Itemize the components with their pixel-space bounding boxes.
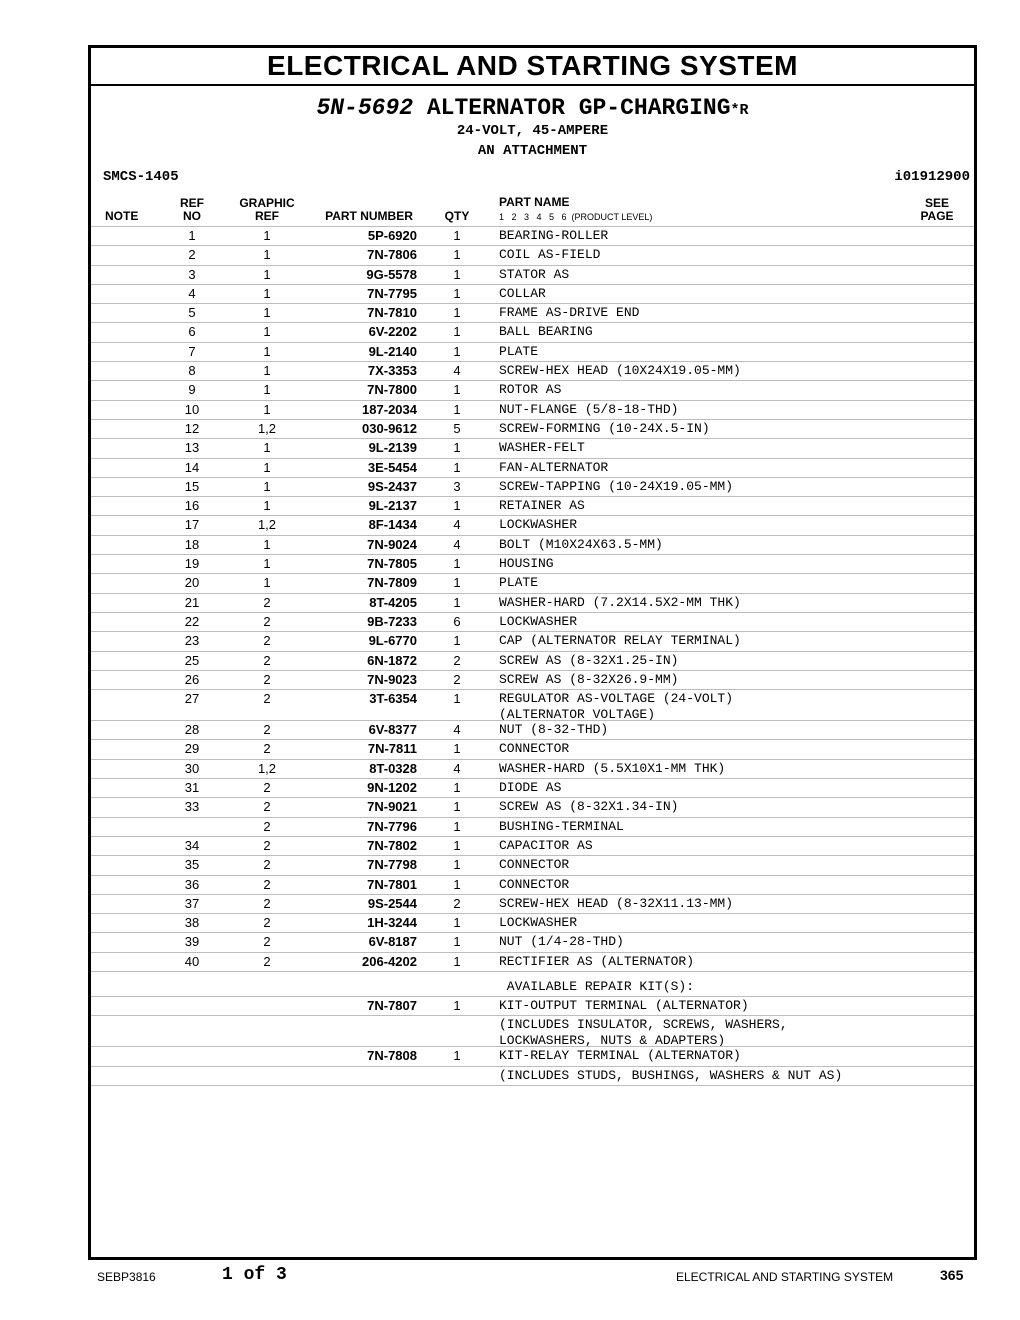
ref-no-cell: 4 xyxy=(188,285,196,301)
ref-no-cell: 30 xyxy=(184,760,200,776)
table-row xyxy=(91,477,974,496)
part-name-cell: CAP (ALTERNATOR RELAY TERMINAL) xyxy=(499,633,741,649)
part-number-cell: 9B-7233 xyxy=(367,613,417,629)
table-row xyxy=(91,573,974,592)
table-row xyxy=(91,855,974,874)
ref-no-cell: 31 xyxy=(184,780,200,796)
part-name-cell: RECTIFIER AS (ALTERNATOR) xyxy=(499,953,695,969)
header-part-name: PART NAME xyxy=(499,195,570,209)
graphic-ref-cell: 1 xyxy=(263,266,271,282)
part-number-cell: 6N-1872 xyxy=(367,652,417,668)
graphic-ref-cell: 1 xyxy=(263,382,271,398)
part-number-cell: 7N-7805 xyxy=(367,556,417,572)
part-number-cell: 9N-1202 xyxy=(367,780,417,796)
ref-no-cell: 40 xyxy=(184,953,200,969)
table-row xyxy=(91,515,974,534)
part-number-cell: 7N-7807 xyxy=(367,997,417,1013)
part-name-cell: REGULATOR AS-VOLTAGE (24-VOLT) (ALTERNATOR VOLTAGE) xyxy=(499,691,734,722)
table-row xyxy=(91,380,974,399)
qty-cell: 1 xyxy=(453,691,461,707)
part-number-cell: 3T-6354 xyxy=(369,691,417,707)
graphic-ref-cell: 1 xyxy=(263,401,271,417)
qty-cell: 2 xyxy=(453,671,461,687)
graphic-ref-cell: 1 xyxy=(263,478,271,494)
part-name-cell: NUT (8-32-THD) xyxy=(499,722,609,738)
qty-cell: 1 xyxy=(453,837,461,853)
header-ref-top: REF xyxy=(180,196,204,210)
part-name-cell: WASHER-FELT xyxy=(499,440,585,456)
part-name-cell: RETAINER AS xyxy=(499,498,585,514)
qty-cell: 1 xyxy=(453,556,461,572)
graphic-ref-cell: 2 xyxy=(263,837,271,853)
part-number-cell: 6V-2202 xyxy=(368,324,417,340)
graphic-ref-cell: 2 xyxy=(263,934,271,950)
table-row xyxy=(91,612,974,631)
qty-cell: 1 xyxy=(453,1048,461,1064)
group-attachment-line: AN ATTACHMENT xyxy=(477,143,588,159)
qty-cell: 1 xyxy=(453,633,461,649)
graphic-ref-cell: 2 xyxy=(263,857,271,873)
ref-no-cell: 37 xyxy=(184,895,200,911)
group-number: 5N-5692 xyxy=(316,95,414,121)
ref-no-cell: 33 xyxy=(184,799,200,815)
part-number-cell: 7N-7800 xyxy=(367,382,417,398)
footer-document-number: SEBP3816 xyxy=(97,1270,156,1284)
part-number-cell: 8T-4205 xyxy=(369,594,417,610)
qty-cell: 1 xyxy=(453,440,461,456)
ref-no-cell: 8 xyxy=(188,363,196,379)
graphic-ref-cell: 1 xyxy=(263,324,271,340)
parts-page-frame xyxy=(88,45,977,1260)
ref-no-cell: 15 xyxy=(184,478,200,494)
part-name-cell: SCREW-TAPPING (10-24X19.05-MM) xyxy=(499,478,734,494)
graphic-ref-cell: 1 xyxy=(263,459,271,475)
qty-cell: 1 xyxy=(453,382,461,398)
part-number-cell: 187-2034 xyxy=(362,401,417,417)
part-number-cell: 9L-2139 xyxy=(368,440,417,456)
table-row xyxy=(91,875,974,894)
part-name-cell: SCREW AS (8-32X26.9-MM) xyxy=(499,671,679,687)
table-row xyxy=(91,593,974,612)
part-number-cell: 7N-7796 xyxy=(367,818,417,834)
part-name-cell: (INCLUDES INSULATOR, SCREWS, WASHERS, LOCKWASHERS, NUTS & ADAPTERS) xyxy=(499,1017,788,1048)
part-name-cell: DIODE AS xyxy=(499,780,562,796)
part-number-cell: 7N-9021 xyxy=(367,799,417,815)
part-name-cell: COLLAR xyxy=(499,285,546,301)
graphic-ref-cell: 2 xyxy=(263,671,271,687)
header-graphic-top: GRAPHIC xyxy=(239,196,295,210)
part-name-cell: CONNECTOR xyxy=(499,857,570,873)
part-number-cell: 7N-7808 xyxy=(367,1048,417,1064)
graphic-ref-cell: 1 xyxy=(263,440,271,456)
table-row xyxy=(91,1046,974,1065)
table-row xyxy=(91,303,974,322)
part-name-cell: SCREW-HEX HEAD (8-32X11.13-MM) xyxy=(499,895,734,911)
part-name-cell: BUSHING-TERMINAL xyxy=(499,818,624,834)
part-number-cell: 3E-5454 xyxy=(367,459,417,475)
part-number-cell: 9S-2437 xyxy=(367,478,417,494)
qty-cell: 1 xyxy=(453,934,461,950)
table-end-rule xyxy=(91,1085,974,1086)
table-row xyxy=(91,1015,974,1046)
graphic-ref-cell: 1 xyxy=(263,228,271,243)
table-row xyxy=(91,817,974,836)
part-name-cell: WASHER-HARD (7.2X14.5X2-MM THK) xyxy=(499,594,741,610)
table-row xyxy=(91,438,974,457)
part-name-cell: BALL BEARING xyxy=(499,324,593,340)
graphic-ref-cell: 1 xyxy=(263,536,271,552)
part-number-cell: 9L-2140 xyxy=(368,343,417,359)
ref-no-cell: 13 xyxy=(184,440,200,456)
part-number-cell: 6V-8377 xyxy=(368,722,417,738)
graphic-ref-cell: 2 xyxy=(263,633,271,649)
graphic-ref-cell: 2 xyxy=(263,876,271,892)
part-number-cell: 7N-7802 xyxy=(367,837,417,853)
footer-page-number: 365 xyxy=(940,1267,964,1283)
part-number-cell: 5P-6920 xyxy=(367,228,417,243)
part-number-cell: 1H-3244 xyxy=(367,915,417,931)
qty-cell: 1 xyxy=(453,324,461,340)
part-number-cell: 7N-7810 xyxy=(367,305,417,321)
part-number-cell: 7N-7811 xyxy=(367,741,417,757)
ref-no-cell: 39 xyxy=(184,934,200,950)
table-row xyxy=(91,670,974,689)
footer-page-of: 1 of 3 xyxy=(222,1265,287,1285)
table-row xyxy=(91,913,974,932)
part-name-cell: CONNECTOR xyxy=(499,741,570,757)
group-suffix: *R xyxy=(730,102,749,119)
graphic-ref-cell: 1 xyxy=(263,363,271,379)
qty-cell: 4 xyxy=(453,517,461,533)
graphic-ref-cell: 2 xyxy=(263,652,271,668)
part-name-cell: FRAME AS-DRIVE END xyxy=(499,305,640,321)
table-row xyxy=(91,361,974,380)
group-name: ALTERNATOR GP-CHARGING xyxy=(426,95,731,121)
part-number-cell: 7N-7809 xyxy=(367,575,417,591)
table-row xyxy=(91,322,974,341)
part-name-cell: SCREW-HEX HEAD (10X24X19.05-MM) xyxy=(499,363,741,379)
part-name-cell: KIT-OUTPUT TERMINAL (ALTERNATOR) xyxy=(499,997,749,1013)
graphic-ref-cell: 2 xyxy=(263,722,271,738)
ref-no-cell: 14 xyxy=(184,459,200,475)
qty-cell: 1 xyxy=(453,266,461,282)
part-name-cell: HOUSING xyxy=(499,556,554,572)
table-row xyxy=(91,996,974,1015)
ref-no-cell: 12 xyxy=(184,420,200,436)
graphic-ref-cell: 2 xyxy=(263,594,271,610)
part-number-cell: 8F-1434 xyxy=(368,517,417,533)
part-name-cell: LOCKWASHER xyxy=(499,517,578,533)
ref-no-cell: 5 xyxy=(188,305,196,321)
graphic-ref-cell: 2 xyxy=(263,915,271,931)
part-name-cell: LOCKWASHER xyxy=(499,915,578,931)
ref-no-cell: 2 xyxy=(188,247,196,263)
table-row xyxy=(91,651,974,670)
part-number-cell: 9L-6770 xyxy=(368,633,417,649)
table-row xyxy=(91,932,974,951)
part-number-cell: 8T-0328 xyxy=(369,760,417,776)
ref-no-cell: 19 xyxy=(184,556,200,572)
qty-cell: 1 xyxy=(453,876,461,892)
qty-cell: 1 xyxy=(453,247,461,263)
ref-no-cell: 7 xyxy=(188,343,196,359)
ref-no-cell: 28 xyxy=(184,722,200,738)
table-row xyxy=(91,689,974,720)
graphic-ref-cell: 1 xyxy=(263,247,271,263)
qty-cell: 1 xyxy=(453,953,461,969)
ref-no-cell: 17 xyxy=(184,517,200,533)
part-number-cell: 9S-2544 xyxy=(367,895,417,911)
graphic-ref-cell: 1 xyxy=(263,556,271,572)
qty-cell: 2 xyxy=(453,895,461,911)
part-name-cell: PLATE xyxy=(499,575,539,591)
qty-cell: 5 xyxy=(453,420,461,436)
part-number-cell: 7N-7798 xyxy=(367,857,417,873)
ref-no-cell: 3 xyxy=(188,266,196,282)
table-row xyxy=(91,778,974,797)
graphic-ref-cell: 2 xyxy=(263,691,271,707)
table-row xyxy=(91,419,974,438)
part-name-cell: PLATE xyxy=(499,343,539,359)
graphic-ref-cell: 2 xyxy=(263,741,271,757)
part-name-cell: ROTOR AS xyxy=(499,382,562,398)
table-row xyxy=(91,1066,974,1085)
graphic-ref-cell: 2 xyxy=(263,953,271,969)
graphic-ref-cell: 1 xyxy=(263,305,271,321)
graphic-ref-cell: 2 xyxy=(263,818,271,834)
table-row xyxy=(91,797,974,816)
part-name-cell: BOLT (M10X24X63.5-MM) xyxy=(499,536,663,552)
qty-cell: 1 xyxy=(453,799,461,815)
part-name-cell: AVAILABLE REPAIR KIT(S): xyxy=(499,978,695,994)
part-name-cell: SCREW AS (8-32X1.34-IN) xyxy=(499,799,679,815)
graphic-ref-cell: 2 xyxy=(263,780,271,796)
part-name-cell: BEARING-ROLLER xyxy=(499,228,609,243)
part-name-cell: CONNECTOR xyxy=(499,876,570,892)
qty-cell: 1 xyxy=(453,305,461,321)
graphic-ref-cell: 1 xyxy=(263,285,271,301)
table-row xyxy=(91,265,974,284)
table-row xyxy=(91,400,974,419)
table-row xyxy=(91,226,974,245)
qty-cell: 1 xyxy=(453,915,461,931)
part-number-cell: 7X-3353 xyxy=(367,363,417,379)
qty-cell: 1 xyxy=(453,228,461,243)
qty-cell: 4 xyxy=(453,760,461,776)
table-row xyxy=(91,535,974,554)
ref-no-cell: 36 xyxy=(184,876,200,892)
graphic-ref-cell: 1 xyxy=(263,498,271,514)
part-name-cell: FAN-ALTERNATOR xyxy=(499,459,609,475)
qty-cell: 1 xyxy=(453,575,461,591)
part-name-cell: STATOR AS xyxy=(499,266,570,282)
group-title xyxy=(91,94,974,125)
part-name-cell: KIT-RELAY TERMINAL (ALTERNATOR) xyxy=(499,1048,741,1064)
table-row xyxy=(91,245,974,264)
part-name-cell: LOCKWASHER xyxy=(499,613,578,629)
table-row xyxy=(91,554,974,573)
qty-cell: 2 xyxy=(453,652,461,668)
qty-cell: 1 xyxy=(453,285,461,301)
graphic-ref-cell: 2 xyxy=(263,895,271,911)
qty-cell: 1 xyxy=(453,459,461,475)
header-part-number: PART NUMBER xyxy=(325,209,413,223)
part-name-cell: NUT (1/4-28-THD) xyxy=(499,934,624,950)
ref-no-cell: 10 xyxy=(184,401,200,417)
table-row xyxy=(91,284,974,303)
qty-cell: 1 xyxy=(453,498,461,514)
qty-cell: 4 xyxy=(453,363,461,379)
header-product-level: 1 2 3 4 5 6 (PRODUCT LEVEL) xyxy=(499,212,653,222)
ref-no-cell: 25 xyxy=(184,652,200,668)
ref-no-cell: 20 xyxy=(184,575,200,591)
part-name-cell: NUT-FLANGE (5/8-18-THD) xyxy=(499,401,679,417)
part-number-cell: 206-4202 xyxy=(362,953,417,969)
part-name-cell: WASHER-HARD (5.5X10X1-MM THK) xyxy=(499,760,726,776)
table-row xyxy=(91,894,974,913)
header-note: NOTE xyxy=(105,209,139,223)
table-row xyxy=(91,458,974,477)
qty-cell: 1 xyxy=(453,818,461,834)
table-row xyxy=(91,952,974,971)
graphic-ref-cell: 2 xyxy=(263,613,271,629)
ref-no-cell: 34 xyxy=(184,837,200,853)
qty-cell: 1 xyxy=(453,594,461,610)
part-name-cell: COIL AS-FIELD xyxy=(499,247,601,263)
header-ref-bottom: NO xyxy=(183,209,201,223)
section-title: ELECTRICAL AND STARTING SYSTEM xyxy=(91,48,974,86)
table-row xyxy=(91,496,974,515)
header-graphic-bottom: REF xyxy=(255,209,279,223)
graphic-ref-cell: 1,2 xyxy=(257,760,277,776)
part-name-cell: (INCLUDES STUDS, BUSHINGS, WASHERS & NUT AS) xyxy=(499,1067,843,1083)
ref-no-cell: 38 xyxy=(184,915,200,931)
qty-cell: 1 xyxy=(453,997,461,1013)
header-see-bottom: PAGE xyxy=(920,209,954,223)
header-qty: QTY xyxy=(444,209,470,223)
ref-no-cell: 29 xyxy=(184,741,200,757)
part-number-cell: 7N-7806 xyxy=(367,247,417,263)
ref-no-cell: 35 xyxy=(184,857,200,873)
qty-cell: 1 xyxy=(453,343,461,359)
part-number-cell: 7N-9024 xyxy=(367,536,417,552)
part-number-cell: 7N-7801 xyxy=(367,876,417,892)
table-row xyxy=(91,759,974,778)
header-see-top: SEE xyxy=(924,196,949,210)
qty-cell: 1 xyxy=(453,741,461,757)
qty-cell: 3 xyxy=(453,478,461,494)
qty-cell: 1 xyxy=(453,401,461,417)
qty-cell: 4 xyxy=(453,536,461,552)
footer-section-name: ELECTRICAL AND STARTING SYSTEM xyxy=(676,1270,894,1284)
qty-cell: 6 xyxy=(453,613,461,629)
part-name-cell: SCREW-FORMING (10-24X.5-IN) xyxy=(499,420,710,436)
graphic-ref-cell: 1,2 xyxy=(257,517,277,533)
table-row xyxy=(91,631,974,650)
part-name-cell: CAPACITOR AS xyxy=(499,837,593,853)
part-number-cell: 9L-2137 xyxy=(368,498,417,514)
qty-cell: 4 xyxy=(453,722,461,738)
group-spec-line: 24-VOLT, 45-AMPERE xyxy=(456,123,609,139)
part-number-cell: 9G-5578 xyxy=(366,266,417,282)
ref-no-cell: 16 xyxy=(184,498,200,514)
ref-no-cell: 26 xyxy=(184,671,200,687)
part-number-cell: 6V-8187 xyxy=(368,934,417,950)
ref-no-cell: 9 xyxy=(188,382,196,398)
smcs-code: SMCS-1405 xyxy=(103,169,179,185)
table-row xyxy=(91,342,974,361)
part-name-cell: SCREW AS (8-32X1.25-IN) xyxy=(499,652,679,668)
document-id: i01912900 xyxy=(894,169,970,185)
ref-no-cell: 1 xyxy=(188,228,196,243)
qty-cell: 1 xyxy=(453,857,461,873)
qty-cell: 1 xyxy=(453,780,461,796)
ref-no-cell: 21 xyxy=(184,594,200,610)
graphic-ref-cell: 1,2 xyxy=(257,420,277,436)
ref-no-cell: 6 xyxy=(188,324,196,340)
part-number-cell: 030-9612 xyxy=(362,420,417,436)
ref-no-cell: 18 xyxy=(184,536,200,552)
ref-no-cell: 27 xyxy=(184,691,200,707)
part-number-cell: 7N-9023 xyxy=(367,671,417,687)
ref-no-cell: 22 xyxy=(184,613,200,629)
graphic-ref-cell: 1 xyxy=(263,343,271,359)
parts-table-body xyxy=(91,226,974,1086)
table-row xyxy=(91,720,974,739)
table-row xyxy=(91,971,974,996)
table-row xyxy=(91,739,974,758)
part-number-cell: 7N-7795 xyxy=(367,285,417,301)
graphic-ref-cell: 2 xyxy=(263,799,271,815)
ref-no-cell: 23 xyxy=(184,633,200,649)
graphic-ref-cell: 1 xyxy=(263,575,271,591)
table-row xyxy=(91,836,974,855)
